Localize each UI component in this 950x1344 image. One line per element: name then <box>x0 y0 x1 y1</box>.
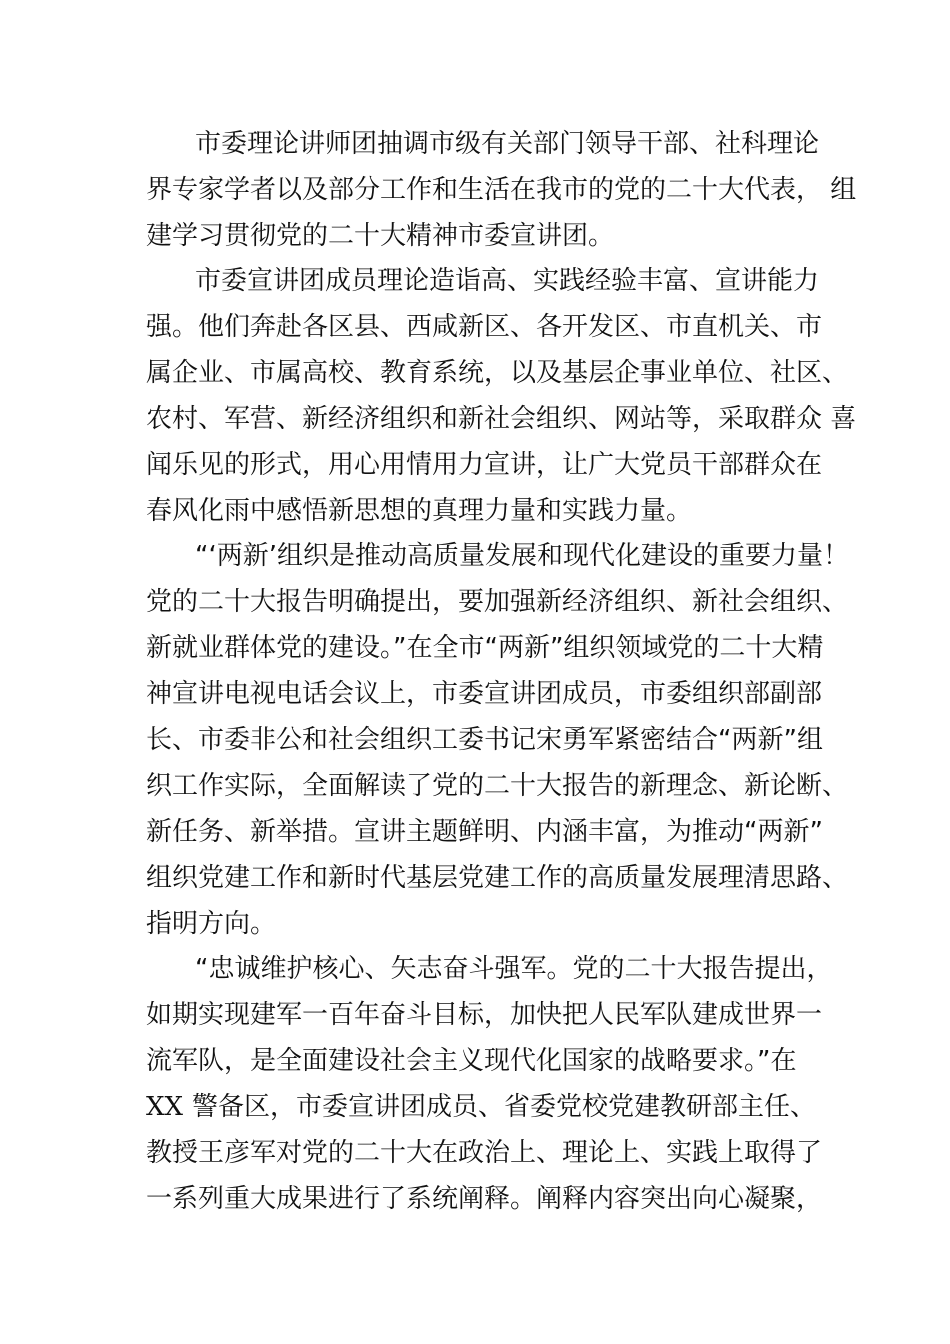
text-line: 组织党建工作和新时代基层党建工作的高质量发展理清思路、 <box>146 863 849 893</box>
text-line: 农村、军营、新经济组织和新社会组织、网站等，采取群众 喜 <box>146 404 857 434</box>
text-line: “忠诚维护核心、矢志奋斗强军。党的二十大报告提出， <box>195 954 833 984</box>
text-line: 流军队，是全面建设社会主义现代化国家的战略要求。”在 <box>146 1046 797 1076</box>
text-line: 强。他们奔赴各区县、西咸新区、各开发区、市直机关、市 <box>146 312 823 342</box>
text-line: 教授王彦军对党的二十大在政治上、理论上、实践上取得了 <box>146 1138 823 1168</box>
text-line: 界专家学者以及部分工作和生活在我市的党的二十大代表， 组 <box>146 175 857 205</box>
text-line: 属企业、市属高校、教育系统，以及基层企事业单位、社区、 <box>146 358 849 388</box>
text-line: 一系列重大成果进行了系统阐释。阐释内容突出向心凝聚， <box>146 1184 823 1214</box>
text-line: 指明方向。 <box>146 909 277 939</box>
text-line: 织工作实际，全面解读了党的二十大报告的新理念、新论断、 <box>146 771 849 801</box>
text-line: 市委理论讲师团抽调市级有关部门领导干部、社科理论 <box>195 129 820 159</box>
text-line-code: XX <box>146 1092 184 1122</box>
text-line: 春风化雨中感悟新思想的真理力量和实践力量。 <box>146 496 693 526</box>
text-line: 新任务、新举措。宣讲主题鲜明、内涵丰富，为推动“两新” <box>146 817 823 847</box>
text-line: 长、市委非公和社会组织工委书记宋勇军紧密结合“两新”组 <box>146 725 823 755</box>
text-line: 建学习贯彻党的二十大精神市委宣讲团。 <box>146 221 615 251</box>
text-line: 党的二十大报告明确提出，要加强新经济组织、新社会组织、 <box>146 587 849 617</box>
text-line: 市委宣讲团成员理论造诣高、实践经验丰富、宣讲能力 <box>195 266 820 296</box>
text-line: 新就业群体党的建设。”在全市“两新”组织领域党的二十大精 <box>146 633 824 663</box>
text-line: 警备区，市委宣讲团成员、省委党校党建教研部主任、 <box>192 1092 817 1122</box>
text-line: 神宣讲电视电话会议上，市委宣讲团成员，市委组织部副部 <box>146 679 823 709</box>
text-line: “‘两新’组织是推动高质量发展和现代化建设的重要力量！ <box>195 541 849 571</box>
text-line: 如期实现建军一百年奋斗目标，加快把人民军队建成世界一 <box>146 1000 823 1030</box>
text-line: 闻乐见的形式，用心用情用力宣讲，让广大党员干部群众在 <box>146 450 823 480</box>
